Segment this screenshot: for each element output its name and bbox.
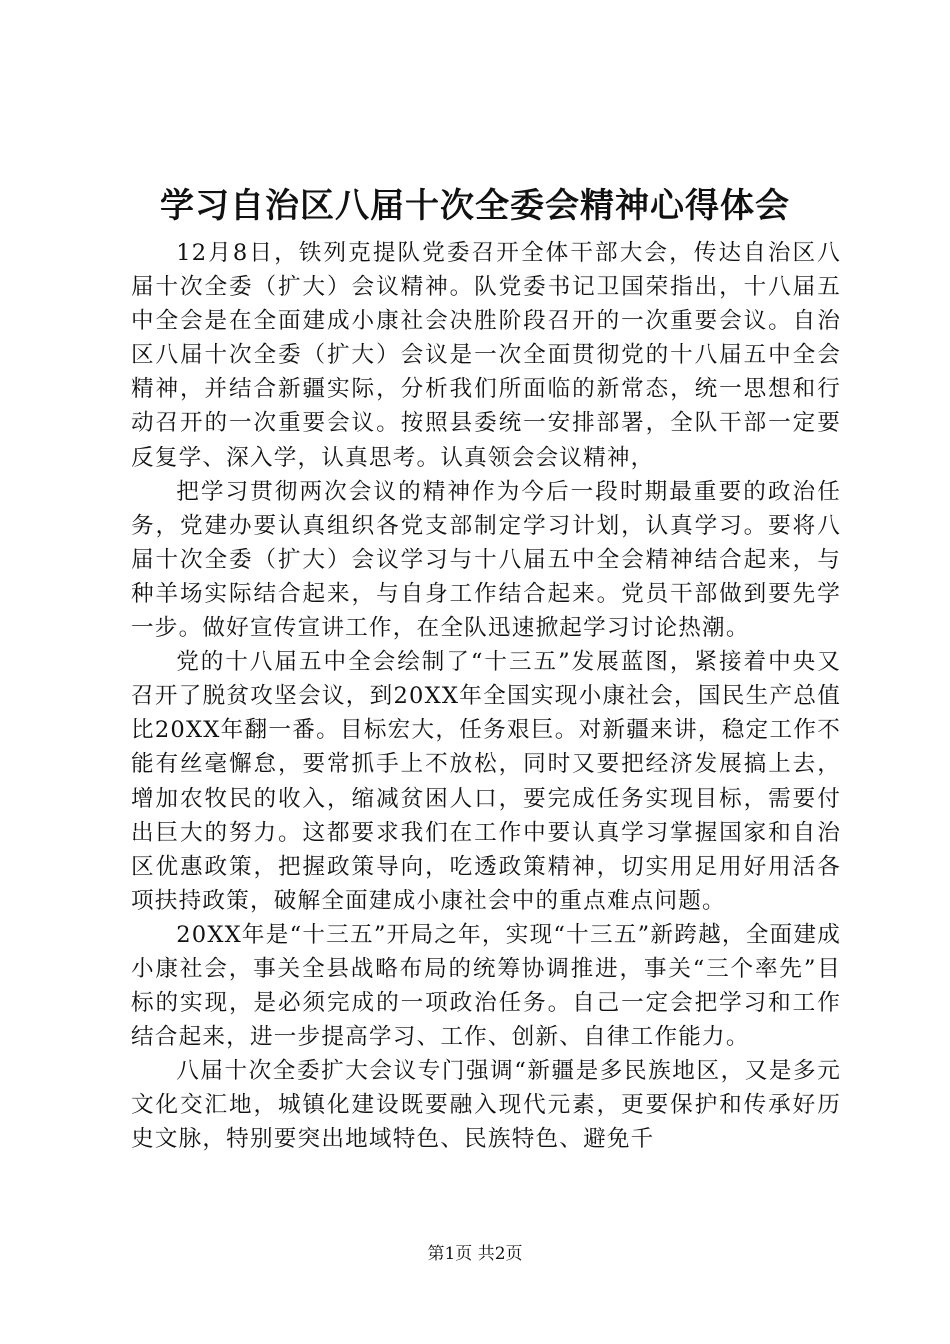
paragraph-4: 20XX年是“十三五”开局之年，实现“十三五”新跨越，全面建成小康社会，事关全县战略布局的统筹协调推进，事关“三个率先”目标的实现，是必须完成的一项政治任务。自己一定会把学习和工作结合起来，进一步提高学习、工作、创新、自律工作能力。 bbox=[131, 921, 841, 1051]
document-body bbox=[131, 236, 841, 1157]
page-footer: 第1页 共2页 bbox=[427, 1244, 523, 1264]
paragraph-5: 八届十次全委扩大会议专门强调“新疆是多民族地区，又是多元文化交汇地，城镇化建设既要融入现代元素，更要保护和传承好历史文脉，特别要突出地域特色、民族特色、避免千 bbox=[131, 1058, 841, 1153]
document-title: 学习自治区八届十次全委会精神心得体会 bbox=[160, 186, 790, 226]
paragraph-2: 把学习贯彻两次会议的精神作为今后一段时期最重要的政治任务，党建办要认真组织各党支部制定学习计划，认真学习。要将八届十次全委（扩大）会议学习与十八届五中全会精神结合起来，与种羊场实际结合起来，与自身工作结合起来。党员干部做到要先学一步。做好宣传宣讲工作，在全队迅速掀起学习讨论热潮。 bbox=[131, 478, 841, 642]
paragraph-3: 党的十八届五中全会绘制了“十三五”发展蓝图，紧接着中央又召开了脱贫攻坚会议，到20XX年全国实现小康社会，国民生产总值比20XX年翻一番。目标宏大，任务艰巨。对新疆来讲，稳定工作不能有丝毫懈怠，要常抓手上不放松，同时又要把经济发展搞上去，增加农牧民的收入，缩减贫困人口，要完成任务实现目标，需要付出巨大的努力。这都要求我们在工作中要认真学习掌握国家和自治区优惠政策，把握政策导向，吃透政策精神，切实用足用好用活各项扶持政策，破解全面建成小康社会中的重点难点问题。 bbox=[131, 649, 841, 914]
paragraph-1: 12月8日，铁列克提队党委召开全体干部大会，传达自治区八届十次全委（扩大）会议精神。队党委书记卫国荣指出，十八届五中全会是在全面建成小康社会决胜阶段召开的一次重要会议。自治区八届十次全委（扩大）会议是一次全面贯彻党的十八届五中全会精神，并结合新疆实际，分析我们所面临的新常态，统一思想和行动召开的一次重要会议。按照县委统一安排部署，全队干部一定要反复学、深入学，认真思考。认真领会会议精神， bbox=[131, 240, 841, 471]
